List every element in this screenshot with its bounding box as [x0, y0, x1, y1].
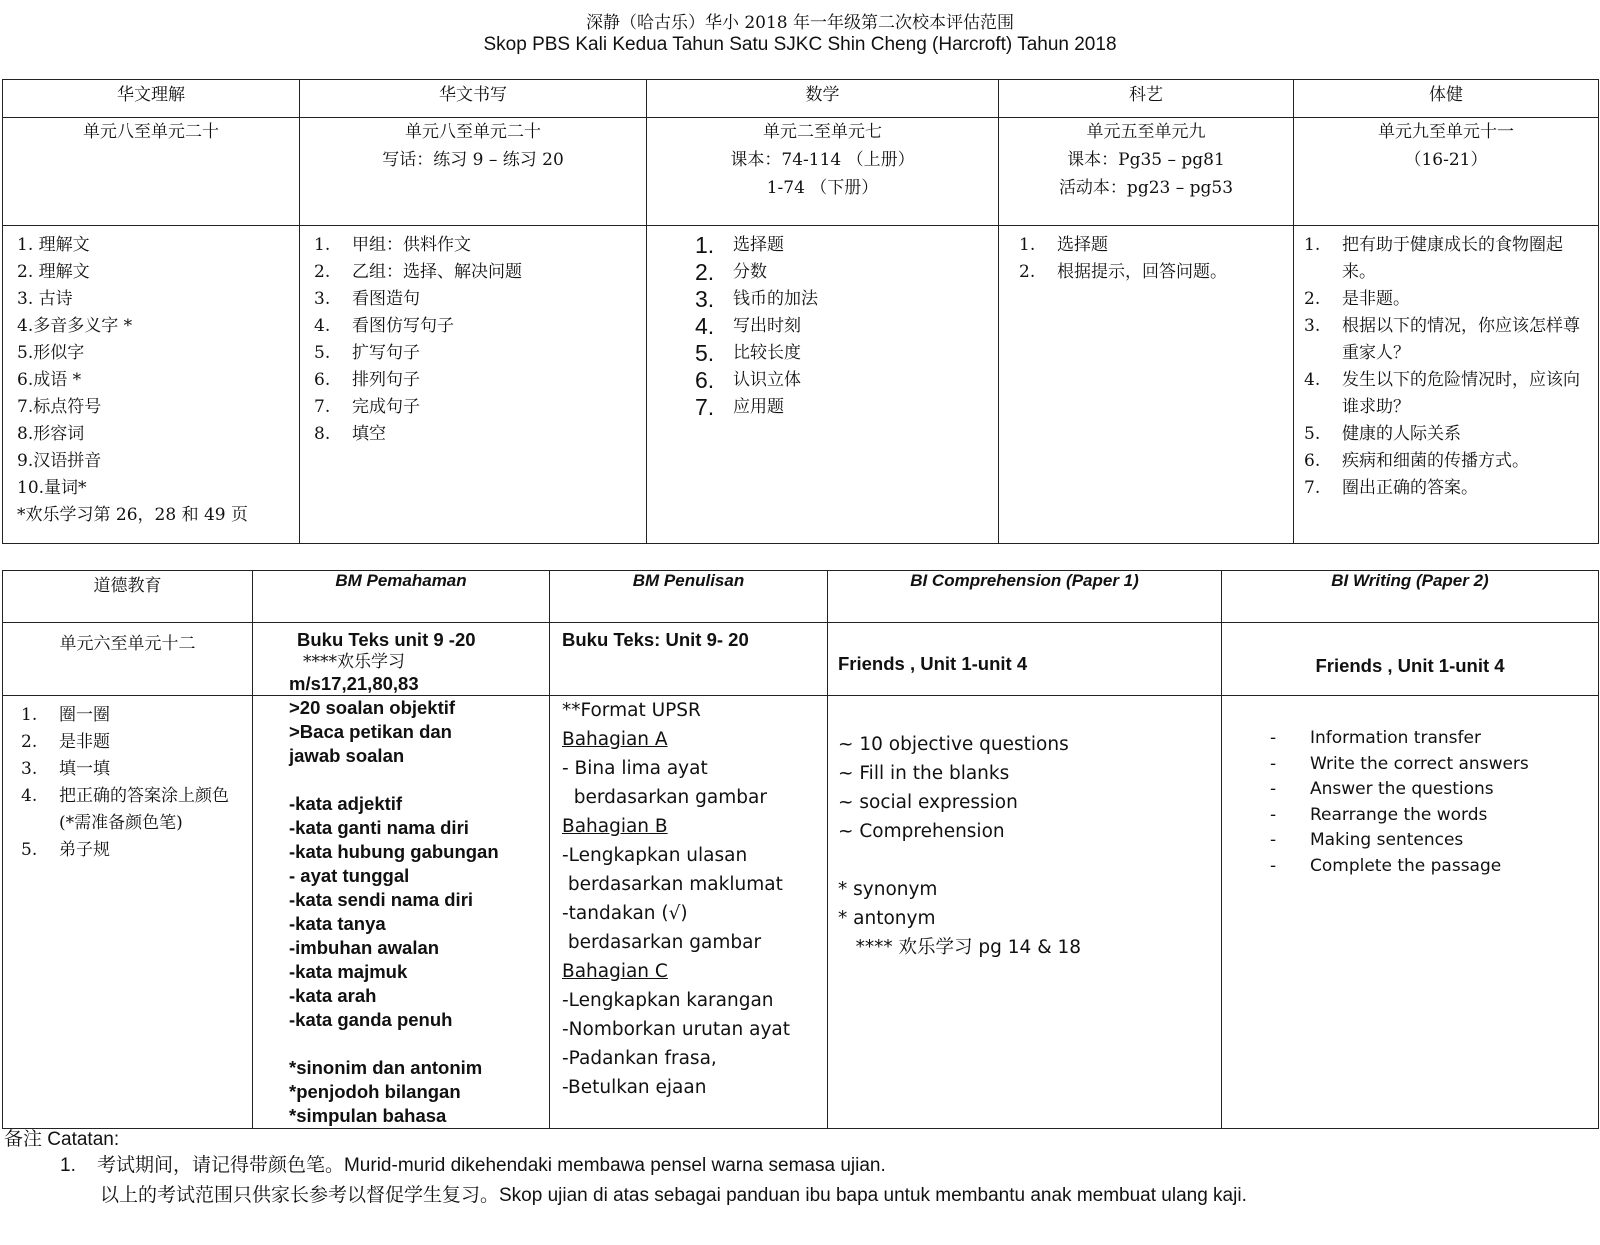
item-text: 排列句子	[352, 370, 420, 390]
item-text: Complete the passage	[1310, 855, 1502, 876]
units-bi-writing: Friends , Unit 1-unit 4	[1222, 623, 1599, 696]
list-item: -Betulkan ejaan	[562, 1077, 707, 1098]
list-item: ~ Comprehension	[838, 821, 1005, 842]
list-item	[21, 756, 246, 783]
item-number: 2.	[314, 262, 331, 282]
list-item	[838, 846, 1221, 875]
item-text: 把正确的答案涂上颜色	[59, 786, 229, 806]
item-number: 3.	[314, 289, 331, 309]
item-number: 2.	[1304, 289, 1321, 309]
list-item: -tandakan (√)	[562, 903, 688, 924]
list-item	[695, 340, 992, 367]
units-moral: 单元六至单元十二	[3, 623, 253, 696]
item-text: 钱币的加法	[733, 289, 818, 309]
table-term-scope-1	[2, 79, 1599, 544]
dash-bullet: -	[1270, 855, 1277, 876]
item-text: 是非题	[59, 732, 110, 752]
header-bi-writing: BI Writing (Paper 2)	[1222, 571, 1599, 623]
item-text: 圈出正确的答案。	[1342, 478, 1478, 498]
units-science: 单元五至单元九 课本：Pg35 – pg81 活动本：pg23 – pg53	[999, 118, 1294, 226]
title-malay: Skop PBS Kali Kedua Tahun Satu SJKC Shin Cheng (Harcroft) Tahun 2018	[483, 34, 1117, 55]
item-number: 1.	[1304, 235, 1321, 255]
item-text: 弟子规	[59, 840, 110, 860]
list-item	[289, 768, 549, 792]
item-text: Answer the questions	[1310, 779, 1494, 799]
list-item	[1019, 259, 1287, 286]
dash-bullet: -	[1270, 728, 1277, 748]
units-mathematics: 单元二至单元七 课本：74-114 （上册） 1-74 （下册）	[647, 118, 999, 226]
list-item: 1. 理解文	[17, 235, 90, 255]
table1-header-row	[3, 80, 1599, 118]
item-number: 6.	[314, 370, 331, 390]
table-term-scope-2	[2, 570, 1599, 1129]
table1-items-row	[3, 226, 1599, 544]
item-number: 6.	[695, 367, 715, 393]
units-bm-writing: Buku Teks: Unit 9- 20	[550, 623, 828, 696]
item-number: 1.	[21, 705, 38, 725]
dash-bullet: -	[1270, 753, 1277, 774]
items-moral	[3, 696, 253, 1129]
list-item: berdasarkan gambar	[562, 787, 767, 808]
item-number: 7.	[695, 394, 715, 420]
list-item: jawab soalan	[289, 745, 405, 766]
list-item: -kata adjektif	[289, 793, 403, 814]
list-item	[21, 810, 246, 837]
item-text: Rearrange the words	[1310, 804, 1488, 825]
list-item: -Padankan frasa,	[562, 1048, 717, 1069]
list-item	[21, 702, 246, 729]
item-number: 4.	[314, 316, 331, 336]
list-item: -Lengkapkan ulasan	[562, 845, 748, 866]
list-item	[289, 1032, 549, 1056]
list-item: **** 欢乐学习 pg 14 & 18	[838, 937, 1082, 958]
list-item	[695, 232, 992, 259]
header-mathematics: 数学	[647, 80, 999, 118]
item-text: 疾病和细菌的传播方式。	[1342, 451, 1529, 471]
item-text: 圈一圈	[59, 705, 110, 725]
list-item	[1019, 232, 1287, 259]
list-item	[1270, 803, 1598, 829]
list-item	[314, 232, 640, 259]
list-item: -kata arah	[289, 985, 377, 1006]
list-item: -kata ganti nama diri	[289, 817, 469, 838]
list-item	[314, 340, 640, 367]
list-item: 7.标点符号	[17, 397, 102, 417]
item-text: 根据提示，回答问题。	[1057, 262, 1227, 282]
units-bi-comprehension: Friends , Unit 1-unit 4	[828, 623, 1222, 696]
table2-units-row	[3, 623, 1599, 696]
units-health-pe: 单元九至单元十一 （16-21）	[1294, 118, 1599, 226]
list-item	[1304, 367, 1592, 421]
item-text: 扩写句子	[352, 343, 420, 363]
item-number: 4.	[21, 786, 38, 806]
list-item: -imbuhan awalan	[289, 937, 440, 958]
item-text: Information transfer	[1310, 728, 1481, 748]
list-item	[1270, 777, 1598, 803]
list-item: ~ 10 objective questions	[838, 734, 1069, 755]
list-item	[1304, 421, 1592, 448]
item-text: 健康的人际关系	[1342, 424, 1461, 444]
table2-items-row	[3, 696, 1599, 1129]
list-item: **Format UPSR	[562, 700, 701, 721]
header-moral-education: 道德教育	[3, 571, 253, 623]
list-item	[695, 259, 992, 286]
dash-bullet: -	[1270, 779, 1277, 799]
list-item	[1270, 752, 1598, 778]
item-text: 把有助于健康成长的食物圈起来。	[1342, 235, 1563, 282]
list-item	[314, 367, 640, 394]
items-bm-comprehension	[253, 696, 550, 1129]
item-number: 1.	[1019, 235, 1036, 255]
item-text: 看图仿写句子	[352, 316, 454, 336]
items-chinese-writing	[300, 226, 647, 544]
list-item	[1270, 854, 1598, 880]
item-number: 7.	[314, 397, 331, 417]
list-item	[1304, 232, 1592, 286]
header-bi-comprehension: BI Comprehension (Paper 1)	[828, 571, 1222, 623]
items-bm-writing	[550, 696, 828, 1129]
title-chinese: 深静（哈古乐）华小 2018 年一年级第二次校本评估范围	[585, 13, 1015, 33]
item-text: 看图造句	[352, 289, 420, 309]
list-item: berdasarkan maklumat	[562, 874, 783, 895]
item-text: Making sentences	[1310, 830, 1464, 850]
list-item: 6.成语 *	[17, 370, 82, 390]
item-text: 乙组：选择、解决问题	[352, 262, 522, 282]
list-item: *simpulan bahasa	[289, 1105, 447, 1126]
list-item: 2. 理解文	[17, 262, 90, 282]
list-item: *penjodoh bilangan	[289, 1081, 461, 1102]
dash-bullet: -	[1270, 804, 1277, 825]
list-item	[21, 729, 246, 756]
units-chinese-writing: 单元八至单元二十 写话：练习 9 – 练习 20	[300, 118, 647, 226]
item-number	[21, 810, 59, 837]
list-item	[1304, 286, 1592, 313]
item-number: 6.	[1304, 451, 1321, 471]
item-text: 发生以下的危险情况时，应该向谁求助？	[1342, 370, 1580, 417]
item-text: 完成句子	[352, 397, 420, 417]
item-number: 1.	[314, 235, 331, 255]
item-number: 7.	[1304, 478, 1321, 498]
list-item	[1270, 828, 1598, 854]
header-health-pe: 体健	[1294, 80, 1599, 118]
list-item: 9.汉语拼音	[17, 451, 102, 471]
item-number: 3.	[695, 286, 715, 312]
notes-line-1: 1. 考试期间，请记得带颜色笔。Murid-murid dikehendaki membawa pensel warna semasa ujian.	[60, 1155, 886, 1176]
section-heading: Bahagian B	[562, 816, 668, 837]
list-item: -kata sendi nama diri	[289, 889, 474, 910]
list-item	[1304, 313, 1592, 367]
list-item: * antonym	[838, 908, 936, 929]
item-text: 填空	[352, 424, 386, 444]
list-item	[695, 394, 992, 421]
list-item	[21, 837, 246, 864]
item-text: 填一填	[59, 759, 110, 779]
item-number: 5.	[1304, 424, 1321, 444]
notes-heading: 备注 Catatan:	[4, 1129, 120, 1150]
list-item: *sinonim dan antonim	[289, 1057, 483, 1078]
item-text: 认识立体	[733, 370, 801, 390]
header-chinese-writing: 华文书写	[300, 80, 647, 118]
list-item	[314, 313, 640, 340]
list-item	[695, 367, 992, 394]
item-number: 2.	[1019, 262, 1036, 282]
section-heading: Bahagian A	[562, 729, 668, 750]
list-item	[1304, 448, 1592, 475]
list-item	[695, 286, 992, 313]
list-item: ~ Fill in the blanks	[838, 763, 1010, 784]
item-number: 5.	[314, 343, 331, 363]
list-item: - Bina lima ayat	[562, 758, 708, 779]
items-bi-writing	[1222, 696, 1599, 1129]
units-bm-comprehension: Buku Teks unit 9 -20 ****欢乐学习 m/s17,21,80,83	[253, 623, 550, 696]
item-text: 分数	[733, 262, 767, 282]
item-number: 1.	[695, 232, 715, 258]
list-item	[21, 783, 246, 810]
list-item	[314, 394, 640, 421]
item-number: 8.	[314, 424, 331, 444]
list-item: -kata majmuk	[289, 961, 408, 982]
list-item	[314, 421, 640, 448]
list-item: - ayat tunggal	[289, 865, 410, 886]
item-text: 根据以下的情况，你应该怎样尊重家人？	[1342, 316, 1580, 363]
item-number: 2.	[21, 732, 38, 752]
items-science	[999, 226, 1294, 544]
item-text: 选择题	[1057, 235, 1108, 255]
item-number: 4.	[1304, 370, 1321, 390]
list-item	[695, 313, 992, 340]
list-item	[1304, 475, 1592, 502]
header-science: 科艺	[999, 80, 1294, 118]
item-text: 选择题	[733, 235, 784, 255]
item-number: 3.	[21, 759, 38, 779]
list-item: -Lengkapkan karangan	[562, 990, 774, 1011]
units-chinese-comprehension: 单元八至单元二十	[3, 118, 300, 226]
notes-section	[4, 1124, 1594, 1211]
item-number: 5.	[695, 340, 715, 366]
header-bm-writing: BM Penulisan	[550, 571, 828, 623]
list-item: -kata hubung gabungan	[289, 841, 499, 862]
notes-line-2: 以上的考试范围只供家长参考以督促学生复习。Skop ujian di atas sebagai panduan ibu bapa untuk membantu anak membuat ulang kaji.	[100, 1185, 1247, 1206]
header-bm-comprehension: BM Pemahaman	[253, 571, 550, 623]
list-item: 5.形似字	[17, 343, 85, 363]
list-item: >Baca petikan dan	[289, 721, 452, 742]
items-bi-comprehension	[828, 696, 1222, 1129]
list-item: -kata tanya	[289, 913, 386, 934]
list-item: >20 soalan objektif	[289, 697, 456, 718]
list-item	[314, 259, 640, 286]
section-heading: Bahagian C	[562, 961, 668, 982]
items-chinese-comprehension	[3, 226, 300, 544]
item-number: 3.	[1304, 316, 1321, 336]
list-item	[314, 286, 640, 313]
list-item	[1270, 726, 1598, 752]
item-text: 甲组：供料作文	[352, 235, 471, 255]
item-number: 5.	[21, 840, 38, 860]
item-number: 2.	[695, 259, 715, 285]
list-item: 10.量词*	[17, 478, 87, 498]
dash-bullet: -	[1270, 830, 1277, 850]
list-item: * synonym	[838, 879, 938, 900]
list-item: berdasarkan gambar	[562, 932, 762, 953]
header-chinese-comprehension: 华文理解	[3, 80, 300, 118]
items-health-pe	[1294, 226, 1599, 544]
list-item: 4.多音多义字 *	[17, 316, 133, 336]
list-item: -Nomborkan urutan ayat	[562, 1019, 790, 1040]
table2-header-row	[3, 571, 1599, 623]
items-mathematics	[647, 226, 999, 544]
list-item: ~ social expression	[838, 792, 1018, 813]
item-number: 4.	[695, 313, 715, 339]
item-text: 是非题。	[1342, 289, 1410, 309]
list-item: 3. 古诗	[17, 289, 73, 309]
list-item: -kata ganda penuh	[289, 1009, 453, 1030]
item-text: Write the correct answers	[1310, 753, 1529, 774]
item-text: (*需准备颜色笔)	[59, 813, 183, 833]
table1-units-row	[3, 118, 1599, 226]
item-text: 写出时刻	[733, 316, 801, 336]
list-item: 8.形容词	[17, 424, 85, 444]
item-text: 比较长度	[733, 343, 801, 363]
list-item: *欢乐学习第 26，28 和 49 页	[17, 505, 249, 525]
item-text: 应用题	[733, 397, 784, 417]
